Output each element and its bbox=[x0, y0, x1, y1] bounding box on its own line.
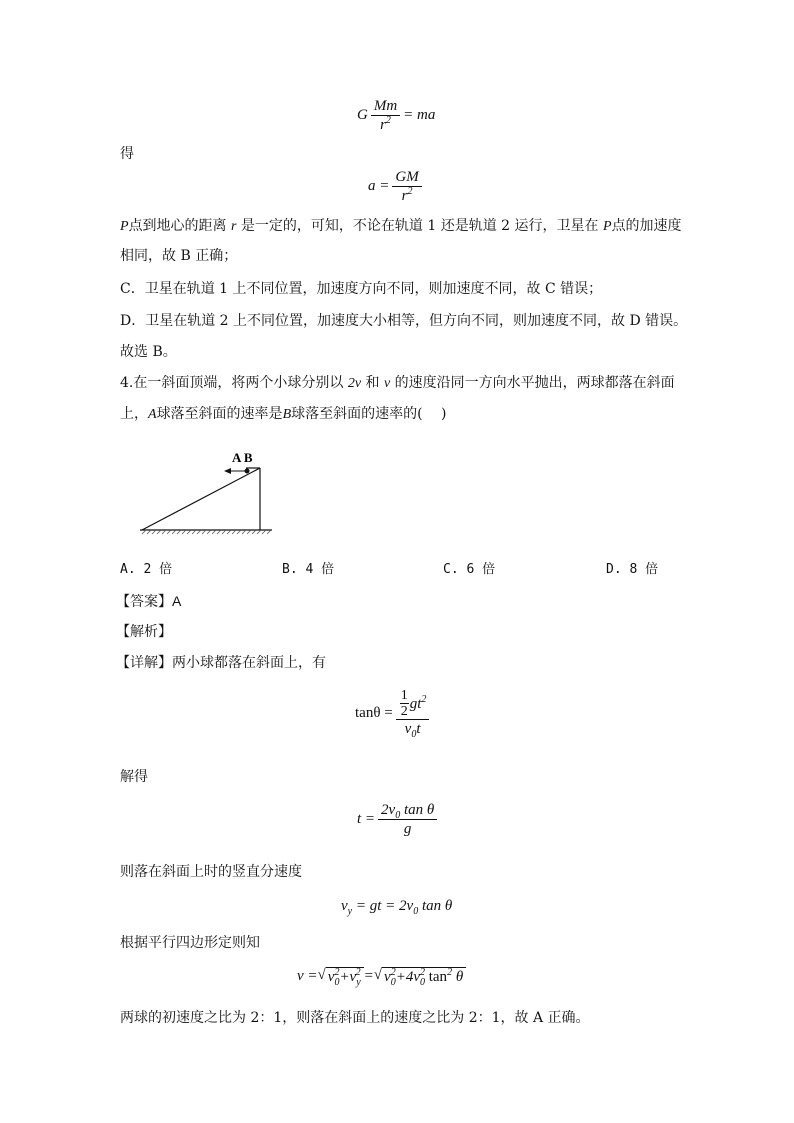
option-a: A. 2 倍 bbox=[120, 562, 173, 577]
equation-vy: $v_y$ = gt = $2v_0$ tan θ bbox=[341, 898, 453, 917]
ball bbox=[245, 469, 250, 474]
equation-acceleration: a = $\frac{GM}{r^2}$ bbox=[368, 168, 425, 205]
arrow-head bbox=[224, 468, 231, 474]
option-d: D. 8 倍 bbox=[606, 562, 659, 577]
text-de: 得 bbox=[120, 146, 134, 162]
answer-value: A bbox=[172, 593, 182, 609]
line-option-c: C．卫星在轨道 1 上不同位置，加速度方向不同，则加速度不同，故 C 错误； bbox=[120, 281, 603, 297]
option-b: B. 4 倍 bbox=[282, 562, 335, 577]
question-4-line2: 上，A球落至斜面的速率是B球落至斜面的速率的( ) bbox=[120, 406, 447, 422]
text-vertical-velocity: 则落在斜面上时的竖直分速度 bbox=[120, 864, 302, 880]
analysis-tag: 【解析】 bbox=[116, 624, 172, 640]
line-choose: 故选 B。 bbox=[120, 344, 177, 360]
text-jiede: 解得 bbox=[120, 769, 148, 785]
detail-line: 【详解】两小球都落在斜面上，有 bbox=[116, 655, 326, 671]
sqrt-1: √ $v_0^2+v_y^2$ bbox=[318, 967, 364, 986]
paragraph-p-line2: 相同，故 B 正确； bbox=[120, 248, 238, 264]
paragraph-p-line1: P点到地心的距离 r 是一定的，可知，不论在轨道 1 还是轨道 2 运行，卫星在 P点的加速度 bbox=[120, 218, 682, 234]
incline-slope bbox=[142, 468, 260, 530]
line-option-d: D．卫星在轨道 2 上不同位置，加速度大小相等，但方向不同，则加速度不同，故 D 错误。 bbox=[120, 313, 688, 329]
equation-gravity: G $\frac{Mm}{r^2}$ = ma bbox=[357, 98, 436, 133]
incline-figure bbox=[136, 446, 281, 541]
figure-label: A B bbox=[232, 450, 253, 465]
text-parallelogram-rule: 根据平行四边形定则知 bbox=[120, 935, 260, 951]
option-c: C. 6 倍 bbox=[443, 562, 496, 577]
equation-time: t = $\frac{2v_0 \tan \theta}{g}$ bbox=[357, 801, 440, 838]
equation-tan-theta: tanθ = $\frac{1}{2}$ $gt^2$ $v_0t$ bbox=[355, 688, 432, 738]
equation-velocity: v = √ $v_0^2+v_y^2$ = √ $v_0^2+4v_0^2$ $\tan^2 \theta$ bbox=[297, 967, 466, 986]
sqrt-2: √ $v_0^2+4v_0^2$ $\tan^2 \theta$ bbox=[374, 967, 466, 986]
text-conclusion: 两球的初速度之比为 2：1，则落在斜面上的速度之比为 2：1，故 A 正确。 bbox=[120, 1010, 590, 1026]
question-4-line1: 4.在一斜面顶端，将两个小球分别以 2v 和 v 的速度沿同一方向水平抛出，两球都落在斜面 bbox=[120, 375, 675, 391]
answer-line: 【答案】A bbox=[116, 593, 182, 610]
